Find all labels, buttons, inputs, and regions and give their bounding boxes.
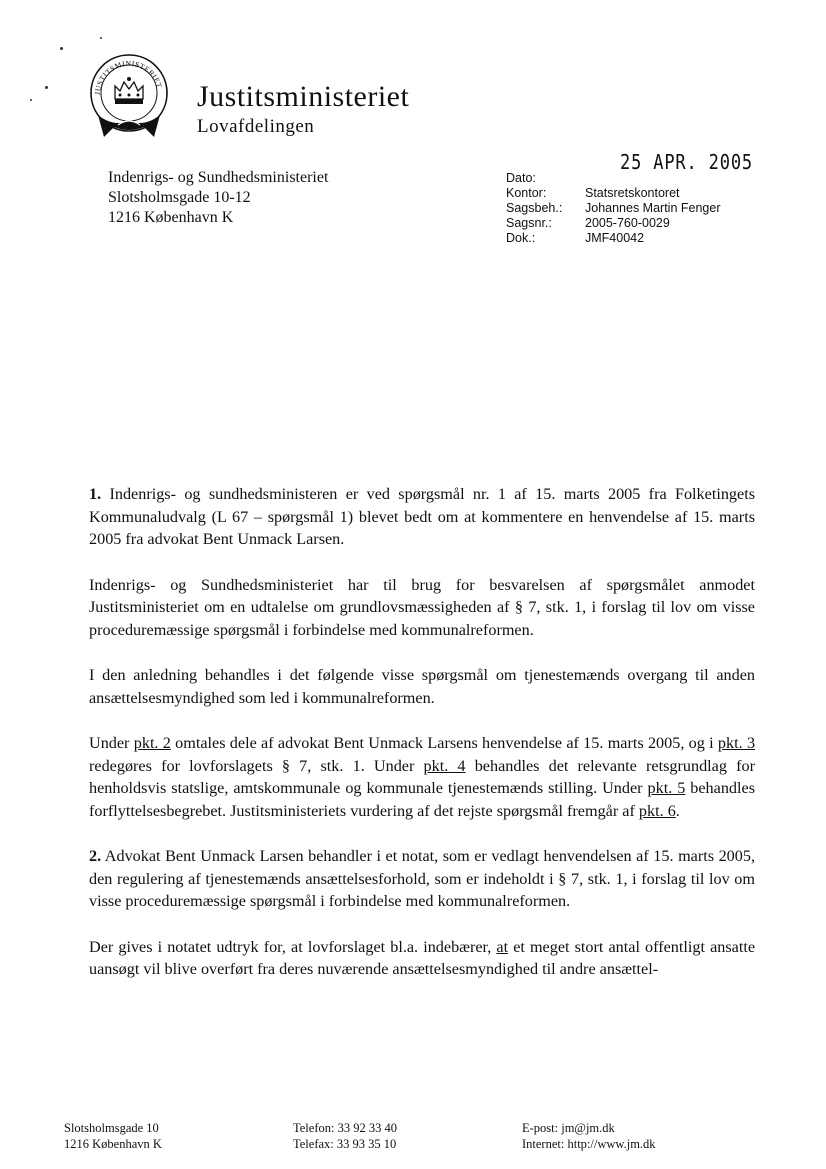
footer-contact <box>522 1120 656 1152</box>
section-number: 1. <box>89 485 102 503</box>
section-reference: pkt. 5 <box>647 779 686 797</box>
paragraph-text: behandles forflyttelsesbegrebet. Justitsministeriets vurdering af det rejste spørgsmål fremgår af <box>89 779 755 820</box>
section-reference: pkt. 6 <box>638 801 676 820</box>
paragraph-text: . <box>675 801 680 820</box>
letter-body <box>89 483 755 981</box>
scan-speck <box>60 47 63 50</box>
ministry-name: Justitsministeriet <box>197 80 410 113</box>
paragraph-text: behandles det relevante retsgrundlag for henholdsvis statslige, amtskommunale og kommunale tjenestemænds stilling. Under <box>89 756 755 797</box>
meta-label: Dato: <box>506 171 536 185</box>
meta-value: Statsretskontoret <box>585 186 680 200</box>
footer-line: Telefon: 33 92 33 40 <box>293 1121 397 1135</box>
recipient-line: Slotsholmsgade 10-12 <box>108 189 251 206</box>
footer-line: 1216 København K <box>64 1137 162 1151</box>
meta-label: Sagsbeh.: <box>506 201 563 215</box>
meta-row <box>506 216 721 231</box>
section-number: 2. <box>89 847 102 865</box>
paragraph: Indenrigs- og Sundhedsministeriet har til brug for besvarelsen af spørgsmålet anmodet Justitsministeriet om en udtalelse om grundlovsmæssigheden af § 7, stk. 1, i forslag til lov om visse proceduremæssige spørgsmål i forbindelse med kommunalreformen. <box>89 575 755 639</box>
meta-row <box>506 201 721 216</box>
meta-label: Kontor: <box>506 186 547 200</box>
paragraph-text: omtales dele af advokat Bent Unmack Larsens henvendelse af 15. marts 2005, og i <box>170 734 718 752</box>
scan-speck <box>100 37 102 39</box>
paragraph-text: Der gives i notatet udtryk for, at lovforslaget bl.a. indebærer, <box>89 937 497 956</box>
meta-label: Dok.: <box>506 231 536 245</box>
footer-address <box>64 1120 162 1152</box>
recipient-line: Indenrigs- og Sundhedsministeriet <box>108 169 329 186</box>
paragraph <box>89 732 755 822</box>
paragraph-text: redegøres for lovforslagets § 7, stk. 1. Under <box>89 756 424 775</box>
meta-row <box>506 231 721 246</box>
underlined-word: at <box>496 937 509 956</box>
recipient-line: 1216 København K <box>108 209 234 226</box>
paragraph: I den anledning behandles i det følgende visse spørgsmål om tjenestemænds overgang til anden ansættelsesmyndighed som led i kommunalreformen. <box>89 666 755 707</box>
case-metadata <box>506 171 721 246</box>
section-reference: pkt. 2 <box>133 734 171 752</box>
paragraph <box>89 936 755 981</box>
paragraph-text: Indenrigs- og sundhedsministeren er ved spørgsmål nr. 1 af 15. marts 2005 fra Folketingets Kommunaludvalg (L 67 – spørgsmål 1) blevet bedt om at kommentere en henvendelse af 15. marts 2005 fra advokat Bent Unmack Larsen. <box>89 485 755 548</box>
date-stamp: 25 APR. 2005 <box>620 150 754 174</box>
paragraph <box>89 483 755 551</box>
paragraph <box>89 845 755 913</box>
meta-row <box>506 171 721 186</box>
scan-speck <box>45 86 48 89</box>
meta-label: Sagsnr.: <box>506 216 552 230</box>
meta-value: JMF40042 <box>585 231 645 245</box>
paragraph-text: et meget stort antal offentligt ansatte uansøgt vil blive overført fra deres nuværende ansættelsesmyndighed til andre ansættel- <box>89 937 756 978</box>
scan-speck <box>30 99 32 101</box>
footer-email: E-post: jm@jm.dk <box>522 1121 615 1135</box>
meta-row <box>506 186 721 201</box>
meta-value: Johannes Martin Fenger <box>585 201 721 215</box>
paragraph-text: Advokat Bent Unmack Larsen behandler i et notat, som er vedlagt henvendelsen af 15. marts 2005, den regulering af tjenestemænds ansættelsesforhold, som er indeholdt i § 7, stk. 1, i forslag til lov om visse proceduremæssige spørgsmål i forbindelse med kommunalreformen. <box>89 847 755 910</box>
ministry-seal-icon <box>88 53 170 141</box>
footer-line: Telefax: 33 93 35 10 <box>293 1137 397 1151</box>
seal-text: JUSTITSMINISTERIET <box>92 58 165 96</box>
footer-phone <box>293 1120 397 1152</box>
recipient-address <box>108 168 328 228</box>
paragraph-text: Under <box>89 734 134 752</box>
meta-value: 2005-760-0029 <box>585 216 670 230</box>
section-reference: pkt. 4 <box>423 756 466 775</box>
footer-line: Slotsholmsgade 10 <box>64 1121 159 1135</box>
footer-internet: Internet: http://www.jm.dk <box>522 1137 656 1151</box>
department-name: Lovafdelingen <box>197 116 315 137</box>
section-reference: pkt. 3 <box>717 734 756 752</box>
